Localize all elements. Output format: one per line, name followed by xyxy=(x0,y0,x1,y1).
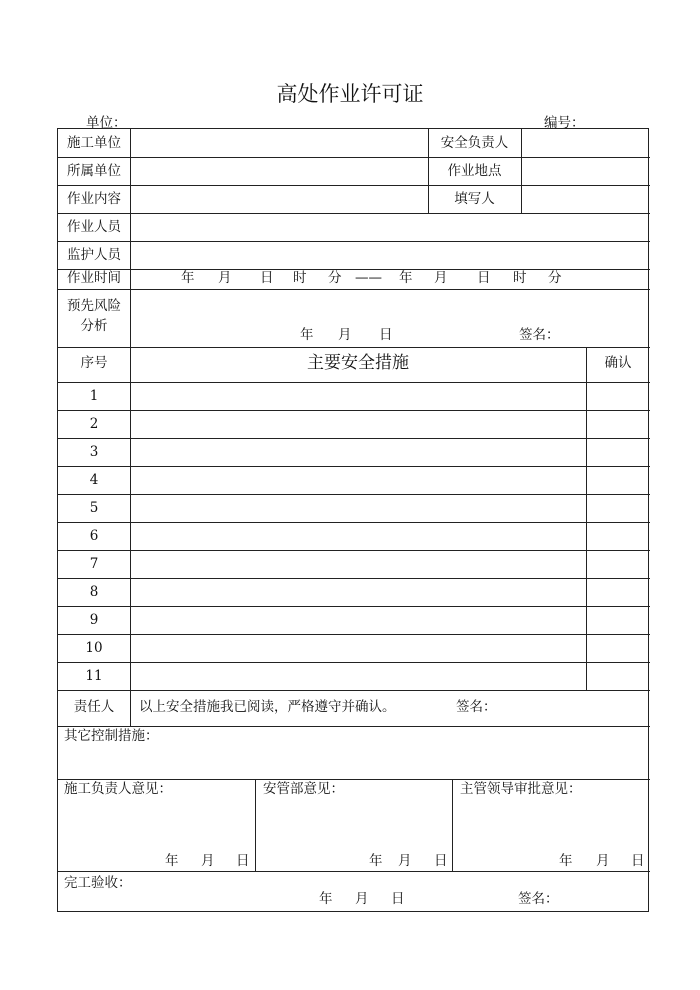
measure-row-number: 5 xyxy=(89,500,99,516)
unit-label: 单位： xyxy=(86,115,127,131)
time-range-dash: —— xyxy=(355,270,382,286)
safety-dept-opinion-label: 安管部意见： xyxy=(263,781,344,797)
opinion2-day-unit: 日 xyxy=(434,853,448,869)
risk-signature-label: 签名： xyxy=(519,327,560,343)
work-content-label: 作业内容 xyxy=(67,191,121,207)
work-location-label: 作业地点 xyxy=(447,163,502,179)
measure-row-number: 3 xyxy=(89,444,99,460)
opinion3-day-unit: 日 xyxy=(631,853,645,869)
opinion1-month-unit: 月 xyxy=(201,853,215,869)
work-time-label: 作业时间 xyxy=(67,270,121,286)
measure-row-number: 4 xyxy=(89,472,99,488)
start-minute-unit: 分 xyxy=(328,270,342,286)
end-day-unit: 日 xyxy=(477,270,491,286)
opinion1-year-unit: 年 xyxy=(165,853,179,869)
other-measures-label: 其它控制措施： xyxy=(64,728,159,744)
start-hour-unit: 时 xyxy=(293,270,307,286)
start-day-unit: 日 xyxy=(260,270,274,286)
risk-day-unit: 日 xyxy=(379,327,393,343)
completion-signature-label: 签名： xyxy=(518,891,559,907)
completion-day-unit: 日 xyxy=(391,891,405,907)
completion-year-unit: 年 xyxy=(319,891,333,907)
safety-leader-label: 安全负责人 xyxy=(440,135,509,151)
end-year-unit: 年 xyxy=(399,270,413,286)
measure-row-number: 11 xyxy=(85,668,103,684)
workers-label: 作业人员 xyxy=(67,219,121,235)
completion-label: 完工验收： xyxy=(64,875,132,891)
risk-analysis-label-2: 分析 xyxy=(80,318,108,334)
opinion3-month-unit: 月 xyxy=(596,853,610,869)
measure-row-number: 1 xyxy=(89,388,99,404)
opinion2-month-unit: 月 xyxy=(398,853,412,869)
opinion1-day-unit: 日 xyxy=(236,853,250,869)
number-label: 编号： xyxy=(544,115,585,131)
construction-leader-opinion-label: 施工负责人意见： xyxy=(64,781,172,797)
opinion3-year-unit: 年 xyxy=(559,853,573,869)
opinion2-year-unit: 年 xyxy=(369,853,383,869)
page-title: 高处作业许可证 xyxy=(276,82,424,106)
end-month-unit: 月 xyxy=(434,270,448,286)
measure-row-number: 10 xyxy=(85,640,103,656)
guardians-label: 监护人员 xyxy=(67,247,121,263)
responsible-label: 责任人 xyxy=(73,699,115,715)
end-hour-unit: 时 xyxy=(513,270,527,286)
affiliated-unit-label: 所属单位 xyxy=(67,163,121,179)
permit-form xyxy=(57,128,649,912)
measure-row-number: 2 xyxy=(89,416,99,432)
construction-unit-label: 施工单位 xyxy=(67,135,121,151)
measure-row-number: 6 xyxy=(89,528,99,544)
end-minute-unit: 分 xyxy=(548,270,562,286)
measure-row-number: 9 xyxy=(89,612,99,628)
col-no-header: 序号 xyxy=(80,355,108,371)
responsible-signature-label: 签名： xyxy=(456,699,497,715)
completion-month-unit: 月 xyxy=(355,891,369,907)
measure-row-number: 7 xyxy=(89,556,99,572)
supervisor-opinion-label: 主管领导审批意见： xyxy=(460,781,582,797)
measure-row-number: 8 xyxy=(89,584,99,600)
filled-by-label: 填写人 xyxy=(454,191,495,207)
risk-analysis-label-1: 预先风险 xyxy=(67,298,121,314)
col-measures-header: 主要安全措施 xyxy=(307,353,409,373)
risk-year-unit: 年 xyxy=(300,327,314,343)
col-confirm-header: 确认 xyxy=(604,355,632,371)
start-year-unit: 年 xyxy=(181,270,195,286)
risk-month-unit: 月 xyxy=(338,327,352,343)
start-month-unit: 月 xyxy=(218,270,232,286)
responsible-statement: 以上安全措施我已阅读，严格遵守并确认。 xyxy=(139,699,396,715)
